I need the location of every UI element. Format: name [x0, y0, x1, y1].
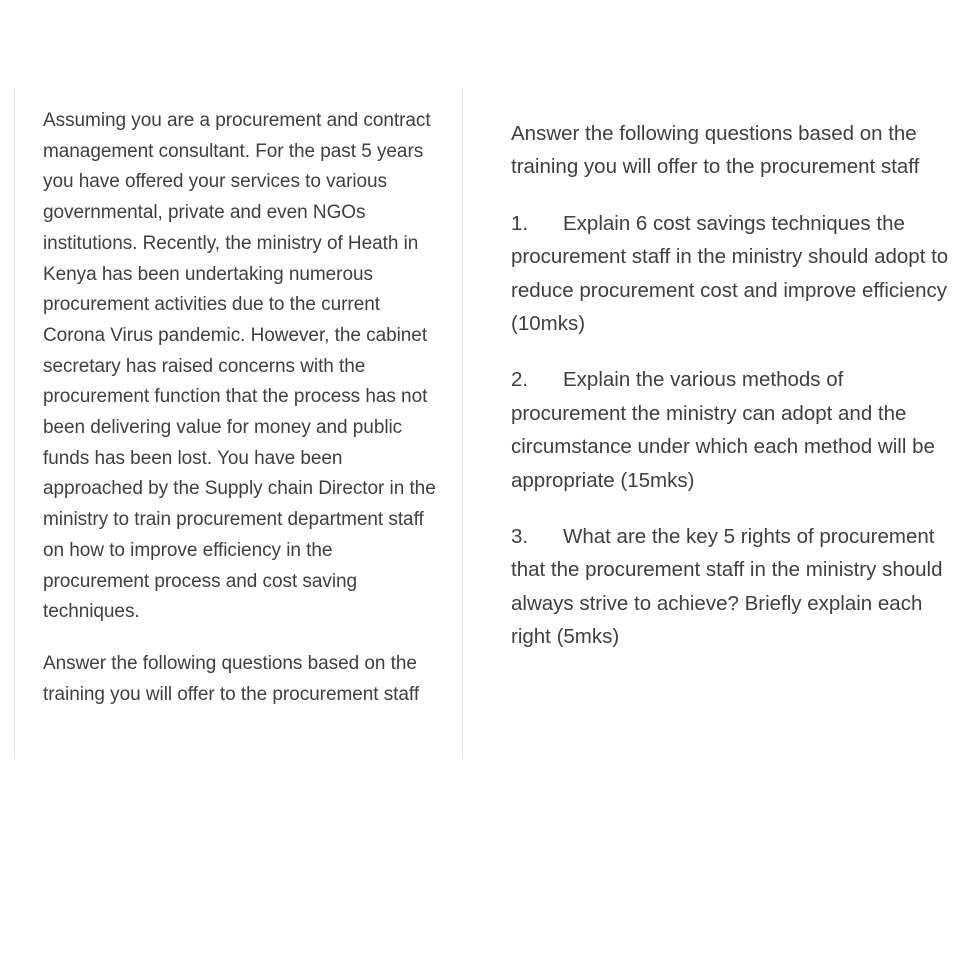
- right-column-content: [511, 117, 951, 677]
- question-3: [511, 520, 951, 654]
- instruction-paragraph-right: Answer the following questions based on the training you will offer to the procurement staff: [511, 122, 920, 179]
- scenario-paragraph: Assuming you are a procurement and contract management consultant. For the past 5 years you have offered your services to various governmental, private and even NGOs institutions. Recently, the ministry of Heath in Kenya has been undertaking numerous procurement activities due to the current Corona Virus pandemic. However, the cabinet secretary has raised concerns with the procurement function that the process has not been delivering value for money and public funds has been lost. You have been approached by the Supply chain Director in the ministry to train procurement department staff on how to improve efficiency in the procurement process and cost saving techniques.: [43, 110, 436, 623]
- question-1-text: Explain 6 cost savings techniques the procurement staff in the ministry should adopt to reduce procurement cost and improve efficiency (10mks): [511, 211, 949, 336]
- question-1-number: 1.: [511, 211, 529, 235]
- right-column: [464, 88, 958, 758]
- question-2: [511, 363, 951, 497]
- question-1: [511, 207, 951, 341]
- question-2-number: 2.: [511, 368, 529, 392]
- left-column: [14, 88, 463, 758]
- instruction-paragraph-left: Answer the following questions based on the training you will offer to the procurement staff: [43, 652, 420, 705]
- question-2-text: Explain the various methods of procurement the ministry can adopt and the circumstance under which each method will be appropriate (15mks): [511, 368, 935, 492]
- question-3-text: What are the key 5 rights of procurement that the procurement staff in the ministry should always strive to achieve? Briefly explain each right (5mks): [511, 525, 943, 649]
- question-3-number: 3.: [511, 525, 529, 549]
- left-column-content: [43, 106, 443, 710]
